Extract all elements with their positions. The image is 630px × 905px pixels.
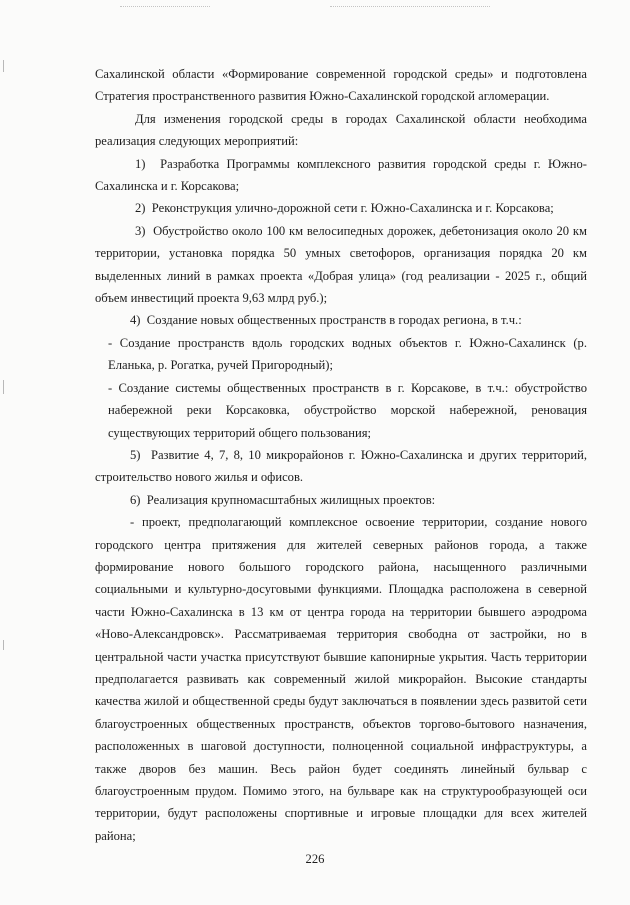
- list-subitem-water: - Создание пространств вдоль городских водных объектов г. Южно-Сахалинск (р. Еланька, р. Рогатка, ручей Пригородный);: [108, 335, 587, 373]
- list-item-1: 1) Разработка Программы комплексного развития городской среды г. Южно-Сахалинска и г. Корсакова;: [95, 156, 587, 194]
- list-item-5: 5) Развитие 4, 7, 8, 10 микрорайонов г. Южно-Сахалинска и других территорий, строительство нового жилья и офисов.: [95, 447, 587, 485]
- list-item-2: 2) Реконструкция улично-дорожной сети г. Южно-Сахалинска и г. Корсакова;: [135, 201, 554, 216]
- list-item-4: 4) Создание новых общественных пространств в городах региона, в т.ч.:: [130, 313, 522, 328]
- scan-artifact: [120, 6, 210, 8]
- scan-artifact: [3, 640, 4, 650]
- page-number: 226: [305, 852, 325, 866]
- document-body: [95, 63, 587, 847]
- scan-artifact: [330, 6, 490, 8]
- scan-artifact: [3, 60, 4, 72]
- list-subitem-korsakov: - Создание системы общественных пространств в г. Корсакове, в т.ч.: обустройство набережной реки Корсаковка, обустройство морской набережной, реновация существующих территорий общего пользования;: [108, 380, 587, 440]
- list-item-3: 3) Обустройство около 100 км велосипедных дорожек, дебетонизация около 20 км территории, установка порядка 50 умных светофоров, организация порядка 20 км выделенных линий в рамках проекта «Добрая улица» (год реализации - 2025 г., общий объем инвестиций проекта 9,63 млрд руб.);: [95, 223, 587, 306]
- paragraph-measures-intro: Для изменения городской среды в городах Сахалинской области необходима реализация следующих мероприятий:: [95, 111, 587, 149]
- list-item-6: 6) Реализация крупномасштабных жилищных проектов:: [130, 492, 436, 507]
- paragraph-project: - проект, предполагающий комплексное освоение территории, создание нового городского центра притяжения для жителей северных районов города, а также формирование нового большого городского района, насыщенного различными социальными и культурно-досуговыми функциями. Площадка расположена в северной части Южно-Сахалинска в 13 км от центра города на территории бывшего аэродрома «Ново-Александровск». Рассматриваемая территория свободна от застройки, но в центральной части участка присутствуют бывшие капонирные укрытия. Часть территории предполагается развивать как современный жилой микрорайон. Высокие стандарты качества жилой и общественной среды будут заключаться в появлении здесь развитой сети благоустроенных общественных пространств, объектов торгово-бытового назначения, расположенных в шаговой доступности, полноценной социальной инфраструктуры, а также дворов без машин. Весь район будет соединять линейный бульвар с благоустроенным прудом. Помимо этого, на бульваре как на структурообразующей оси территории, будут расположены спортивные и игровые площадки для всех жителей района;: [95, 515, 587, 843]
- paragraph-intro: Сахалинской области «Формирование современной городской среды» и подготовлена Стратегия пространственного развития Южно-Сахалинской городской агломерации.: [95, 67, 587, 104]
- scan-artifact: [3, 380, 4, 394]
